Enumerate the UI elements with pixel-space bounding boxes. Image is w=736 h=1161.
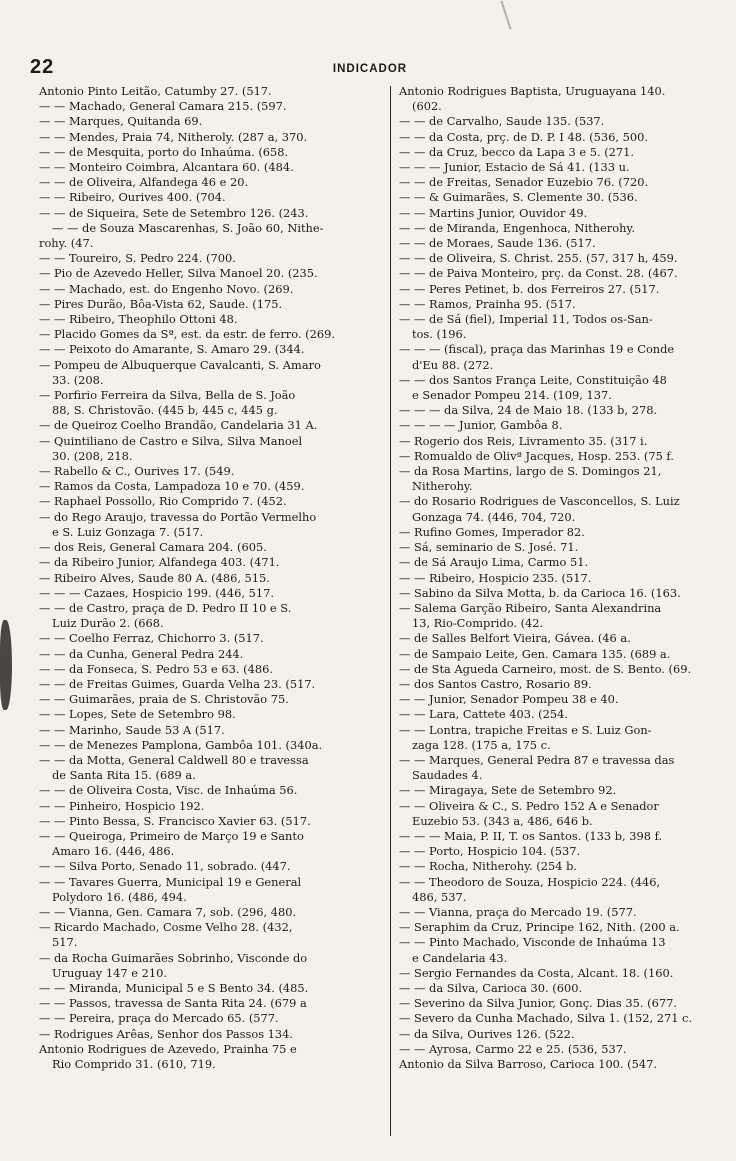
directory-entry-line: — da Rosa Martins, largo de S. Domingos 21,	[399, 464, 662, 479]
directory-entry-line: — — de Menezes Pamplona, Gambôa 101. (340a.	[39, 737, 323, 752]
directory-entry-line: — — Lopes, Sete de Setembro 98.	[39, 707, 236, 722]
directory-entry-line: — Placido Gomes da Sª, est. da estr. de ferro. (269.	[39, 327, 335, 342]
directory-entry-line: 517.	[52, 935, 78, 950]
directory-entry-line: — de Sta Agueda Carneiro, most. de S. Bento. (69.	[399, 661, 692, 676]
binding-shadow	[0, 620, 12, 710]
directory-entry-line: — — Machado, est. do Engenho Novo. (269.	[39, 281, 294, 296]
directory-entry-line: — — Miragaya, Sete de Setembro 92.	[399, 783, 617, 798]
directory-entry-line: Uruguay 147 e 210.	[52, 965, 167, 980]
directory-entry-line: — — & Guimarães, S. Clemente 30. (536.	[399, 190, 638, 205]
directory-entry-line: — — Oliveira & C., S. Pedro 152 A e Senador	[399, 798, 659, 813]
directory-entry-line: — Severino da Silva Junior, Gonç. Dias 35. (677.	[399, 996, 677, 1011]
directory-entry-line: — — Peixoto do Amarante, S. Amaro 29. (344.	[39, 342, 305, 357]
directory-entry-line: — Quintiliano de Castro e Silva, Silva Manoel	[39, 433, 303, 448]
directory-entry-line: e S. Luiz Gonzaga 7. (517.	[52, 524, 204, 539]
directory-entry-line: e Candelaria 43.	[412, 950, 508, 965]
directory-entry-line: — — Pinto Bessa, S. Francisco Xavier 63. (517.	[39, 813, 311, 828]
directory-entry-line: — — — — Junior, Gambôa 8.	[399, 418, 563, 433]
directory-entry-line: — — — da Silva, 24 de Maio 18. (133 b, 278.	[399, 403, 658, 418]
directory-entry-line: — — Ayrosa, Carmo 22 e 25. (536, 537.	[399, 1041, 627, 1056]
directory-entry-line: — — Lontra, trapiche Freitas e S. Luiz Gon-	[399, 722, 652, 737]
directory-entry-line: — Seraphim da Cruz, Principe 162, Nith. (200 a.	[399, 920, 680, 935]
right-column	[398, 84, 710, 1072]
directory-entry-line: (602.	[412, 99, 442, 114]
directory-entry-line: — do Rego Araujo, travessa do Portão Vermelho	[39, 509, 317, 524]
directory-entry-line: — — — Maia, P. II, T. os Santos. (133 b, 398 f.	[399, 828, 663, 843]
directory-entry-line: — — Queiroga, Primeiro de Março 19 e Santo	[39, 828, 304, 843]
directory-entry-line: — Ramos da Costa, Lampadoza 10 e 70. (459.	[39, 479, 305, 494]
directory-entry-line: — Severo da Cunha Machado, Silva 1. (152, 271 c.	[399, 1011, 693, 1026]
directory-entry-line: e Senador Pompeu 214. (109, 137.	[412, 388, 612, 403]
directory-entry-line: 13, Rio-Comprido. (42.	[412, 616, 544, 631]
directory-entry-line: — — — Cazaes, Hospicio 199. (446, 517.	[39, 585, 275, 600]
directory-entry-line: — — Pinheiro, Hospicio 192.	[39, 798, 205, 813]
directory-entry-line: — — Ribeiro, Ourives 400. (704.	[39, 190, 226, 205]
directory-entry-line: — — Porto, Hospicio 104. (537.	[399, 844, 581, 859]
directory-entry-line: — — Ribeiro, Theophilo Ottoni 48.	[39, 312, 238, 327]
directory-entry-line: — — Rocha, Nitherohy. (254 b.	[399, 859, 577, 874]
directory-entry-line: — — — Junior, Estacio de Sá 41. (133 u.	[399, 160, 630, 175]
directory-entry-line: de Santa Rita 15. (689 a.	[52, 768, 196, 783]
directory-entry-line: — da Silva, Ourives 126. (522.	[399, 1026, 575, 1041]
directory-entry-line: Polydoro 16. (486, 494.	[52, 889, 187, 904]
directory-entry-line: — — da Motta, General Caldwell 80 e travessa	[39, 752, 309, 767]
directory-entry-line: — — da Fonseca, S. Pedro 53 e 63. (486.	[39, 661, 273, 676]
directory-entry-line: — — Peres Petinet, b. dos Ferreiros 27. (517.	[399, 281, 660, 296]
directory-entry-line: — Rodrigues Arêas, Senhor dos Passos 134.	[39, 1026, 294, 1041]
directory-entry-line: — de Queiroz Coelho Brandão, Candelaria 31 A.	[39, 418, 318, 433]
directory-entry-line: — — Theodoro de Souza, Hospicio 224. (446,	[399, 874, 661, 889]
directory-entry-line: — Rufino Gomes, Imperador 82.	[399, 524, 585, 539]
directory-entry-line: — da Ribeiro Junior, Alfandega 403. (471.	[39, 555, 280, 570]
directory-entry-line: — Pompeu de Albuquerque Cavalcanti, S. Amaro	[39, 357, 321, 372]
directory-entry-line: d'Eu 88. (272.	[412, 357, 494, 372]
directory-entry-line: — — de Miranda, Engenhoca, Nitherohy.	[399, 220, 635, 235]
directory-entry-line: — — dos Santos França Leite, Constituição 48	[399, 372, 667, 387]
directory-entry-line: — — Marques, General Pedra 87 e travessa das	[399, 752, 675, 767]
directory-entry-line: — — de Mesquita, porto do Inhaúma. (658.	[39, 144, 289, 159]
directory-entry-line: Euzebio 53. (343 a, 486, 646 b.	[412, 813, 593, 828]
directory-entry-line: — — de Moraes, Saude 136. (517.	[399, 236, 596, 251]
directory-entry-line: — — de Sá (fiel), Imperial 11, Todos os-San-	[399, 312, 653, 327]
directory-entry-line: — — Miranda, Municipal 5 e S Bento 34. (485.	[39, 980, 309, 995]
directory-entry-line: — — Silva Porto, Senado 11, sobrado. (447.	[39, 859, 291, 874]
directory-entry-line: — — Machado, General Camara 215. (597.	[39, 99, 287, 114]
directory-entry-line: rohy. (47.	[39, 236, 94, 251]
directory-entry-line: — — da Silva, Carioca 30. (600.	[399, 980, 583, 995]
directory-entry-line: — — Vianna, praça do Mercado 19. (577.	[399, 904, 637, 919]
directory-entry-line: 486, 537.	[412, 889, 467, 904]
directory-entry-line: — Pires Durão, Bôa-Vista 62, Saude. (175.	[39, 296, 283, 311]
directory-entry-line: — — Pereira, praça do Mercado 65. (577.	[39, 1011, 279, 1026]
directory-entry-line: Amaro 16. (446, 486.	[52, 844, 175, 859]
directory-entry-line: — — Lara, Cattete 403. (254.	[399, 707, 568, 722]
directory-entry-line: — Rogerio dos Reis, Livramento 35. (317 i.	[399, 433, 648, 448]
directory-entry-line: — — Coelho Ferraz, Chichorro 3. (517.	[39, 631, 264, 646]
directory-entry-line: — — Vianna, Gen. Camara 7, sob. (296, 480.	[39, 904, 297, 919]
directory-entry-line: Antonio Rodrigues Baptista, Uruguayana 140.	[399, 84, 666, 98]
directory-entry-line: — do Rosario Rodrigues de Vasconcellos, S. Luiz	[399, 494, 680, 509]
directory-entry-line: — — Marques, Quitanda 69.	[39, 114, 203, 129]
column-divider	[390, 86, 391, 1136]
directory-entry-line: Nitherohy.	[412, 479, 473, 494]
directory-entry-line: zaga 128. (175 a, 175 c.	[412, 737, 551, 752]
directory-entry-line: — Sabino da Silva Motta, b. da Carioca 16. (163.	[399, 585, 681, 600]
directory-entry-line: 88, S. Christovão. (445 b, 445 c, 445 g.	[52, 403, 278, 418]
directory-entry-line: — — Mendes, Praia 74, Nitheroly. (287 a, 370.	[39, 129, 308, 144]
directory-entry-line: — — de Souza Mascarenhas, S. João 60, Nithe-	[52, 220, 324, 235]
directory-entry-line: — dos Santos Castro, Rosario 89.	[399, 676, 592, 691]
directory-entry-line: — — Martins Junior, Ouvidor 49.	[399, 205, 588, 220]
directory-entry-line: — — — (fiscal), praça das Marinhas 19 e Conde	[399, 342, 675, 357]
directory-entry-line: — — Pinto Machado, Visconde de Inhaúma 13	[399, 935, 666, 950]
directory-entry-line: — — da Cunha, General Pedra 244.	[39, 646, 244, 661]
directory-entry-line: — — Toureiro, S. Pedro 224. (700.	[39, 251, 236, 266]
directory-entry-line: — — de Oliveira, Alfandega 46 e 20.	[39, 175, 249, 190]
directory-entry-line: — Sergio Fernandes da Costa, Alcant. 18. (160.	[399, 965, 674, 980]
directory-entry-line: Luiz Durão 2. (668.	[52, 616, 164, 631]
directory-entry-line: Antonio da Silva Barroso, Carioca 100. (547.	[399, 1057, 657, 1071]
directory-entry-line: — — de Paiva Monteiro, prç. da Const. 28. (467.	[399, 266, 678, 281]
left-column	[38, 84, 358, 1072]
directory-entry-line: — de Sá Araujo Lima, Carmo 51.	[399, 555, 589, 570]
directory-entry-line: — Romualdo de Olivª Jacques, Hosp. 253. (75 f.	[399, 448, 674, 463]
directory-entry-line: — — Guimarães, praia de S. Christovão 75.	[39, 692, 289, 707]
directory-entry-line: — dos Reis, General Camara 204. (605.	[39, 540, 267, 555]
directory-entry-line: — — de Freitas, Senador Euzebio 76. (720.	[399, 175, 649, 190]
directory-entry-line: — — Tavares Guerra, Municipal 19 e General	[39, 874, 302, 889]
directory-entry-line: — Ribeiro Alves, Saude 80 A. (486, 515.	[39, 570, 270, 585]
directory-entry-line: Antonio Rodrigues de Azevedo, Prainha 75 e	[39, 1041, 297, 1056]
directory-entry-line: — — de Oliveira Costa, Visc. de Inhaúma 56.	[39, 783, 298, 798]
directory-entry-line: — de Sampaio Leite, Gen. Camara 135. (689 a.	[399, 646, 671, 661]
directory-entry-line: — Rabello & C., Ourives 17. (549.	[39, 464, 235, 479]
directory-entry-line: Gonzaga 74. (446, 704, 720.	[412, 509, 576, 524]
directory-entry-line: — — de Castro, praça de D. Pedro II 10 e S.	[39, 600, 292, 615]
directory-entry-line: — — de Oliveira, S. Christ. 255. (57, 317 h, 459.	[399, 251, 678, 266]
page-header	[30, 56, 710, 82]
directory-entry-line: — — Ribeiro, Hospicio 235. (517.	[399, 570, 592, 585]
directory-entry-line: — — Junior, Senador Pompeu 38 e 40.	[399, 692, 619, 707]
directory-entry-line: 33. (208.	[52, 372, 104, 387]
directory-entry-line: — Pio de Azevedo Heller, Silva Manoel 20. (235.	[39, 266, 318, 281]
page-number: 22	[30, 56, 55, 78]
page-fold-mark	[500, 0, 511, 29]
directory-entry-line: — — de Freitas Guimes, Guarda Velha 23. (517.	[39, 676, 316, 691]
directory-entry-line: — de Salles Belfort Vieira, Gávea. (46 a.	[399, 631, 631, 646]
directory-entry-line: — — da Costa, prç. de D. P. I 48. (536, 500.	[399, 129, 648, 144]
running-head: INDICADOR	[332, 63, 408, 75]
directory-entry-line: — — Monteiro Coimbra, Alcantara 60. (484.	[39, 160, 294, 175]
directory-entry-line: — Raphael Possollo, Rio Comprido 7. (452.	[39, 494, 287, 509]
directory-entry-line: 30. (208, 218.	[52, 448, 133, 463]
directory-entry-line: — Sá, seminario de S. José. 71.	[399, 540, 579, 555]
directory-entry-line: Antonio Pinto Leitão, Catumby 27. (517.	[39, 84, 272, 98]
directory-entry-line: — — Ramos, Prainha 95. (517.	[399, 296, 576, 311]
directory-entry-line: — da Rocha Guimarães Sobrinho, Visconde do	[39, 950, 308, 965]
directory-entry-line: — — Passos, travessa de Santa Rita 24. (679 a	[39, 996, 307, 1011]
directory-entry-line: Rio Comprido 31. (610, 719.	[52, 1057, 216, 1071]
directory-entry-line: — — de Carvalho, Saude 135. (537.	[399, 114, 605, 129]
directory-entry-line: — — de Siqueira, Sete de Setembro 126. (243.	[39, 205, 309, 220]
directory-entry-line: — Ricardo Machado, Cosme Velho 28. (432,	[39, 920, 293, 935]
directory-entry-line: — Porfirio Ferreira da Silva, Bella de S. João	[39, 388, 296, 403]
directory-entry-line: Saudades 4.	[412, 768, 483, 783]
directory-entry-line: — — da Cruz, becco da Lapa 3 e 5. (271.	[399, 144, 635, 159]
directory-entry-line: — — Marinho, Saude 53 A (517.	[39, 722, 225, 737]
directory-entry-line: tos. (196.	[412, 327, 467, 342]
directory-entry-line: — Salema Garção Ribeiro, Santa Alexandrina	[399, 600, 662, 615]
